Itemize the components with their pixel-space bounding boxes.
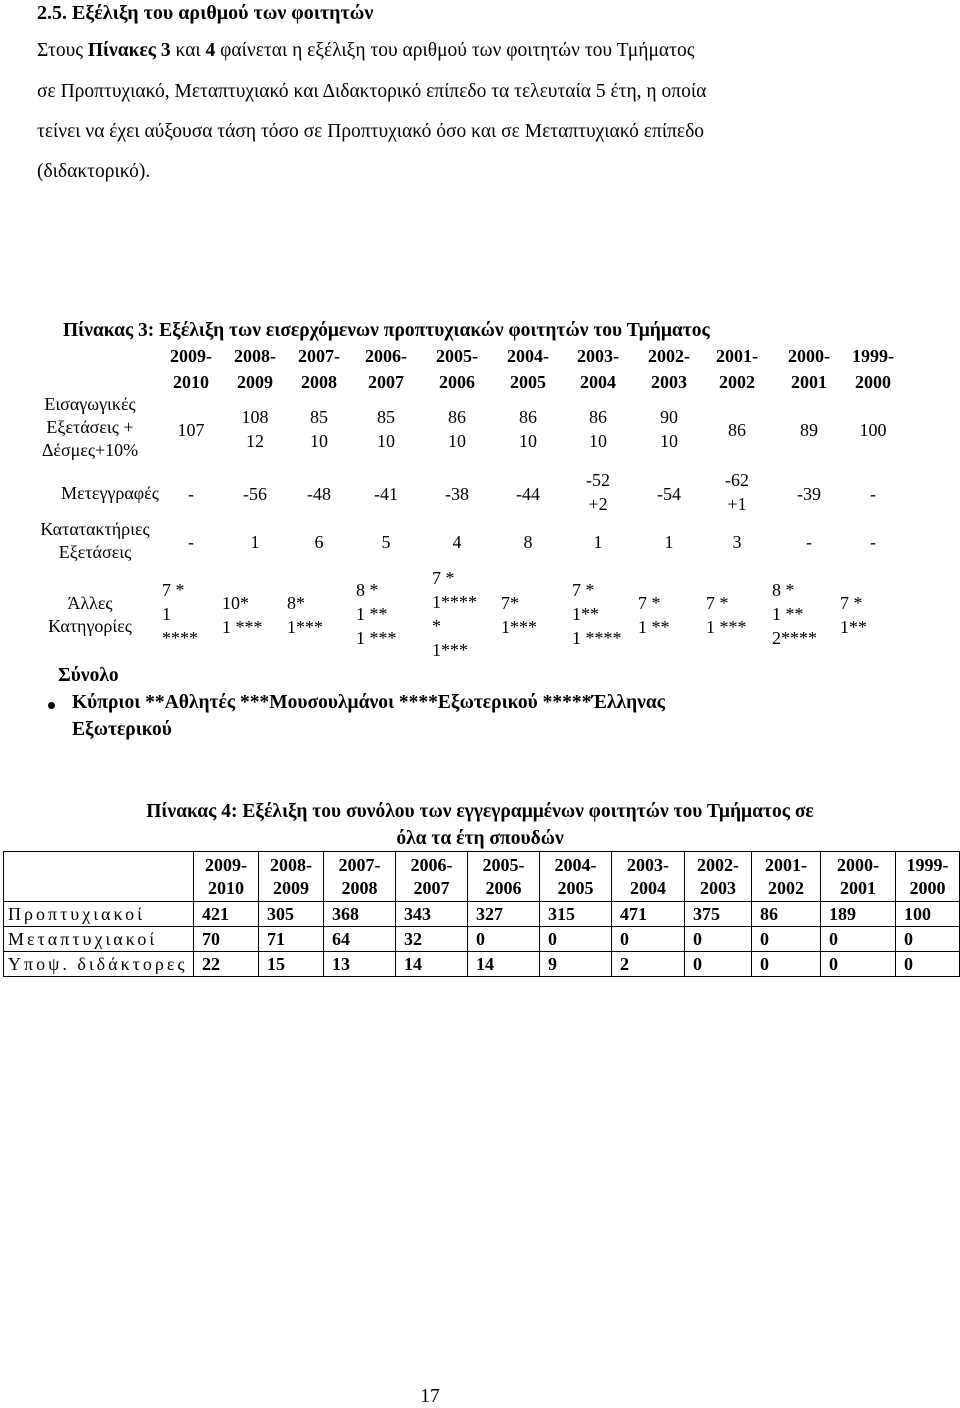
table4-title-line-2: όλα τα έτη σπουδών [396, 828, 564, 849]
table4-value-cell: 14 [396, 952, 468, 977]
row-label-total: Σύνολο [58, 665, 119, 686]
table3-transfers-cell-line: -44 [516, 484, 540, 504]
table3-other-cell [638, 591, 670, 639]
table4-value-cell: 471 [612, 902, 685, 927]
table3-footnote-line-2: Εξωτερικού [72, 719, 172, 740]
table3-year-header [840, 343, 906, 395]
table3-other-cell-line: 1** [572, 604, 599, 624]
table4-year-header-line: 2003 [700, 877, 736, 898]
table3-entrance-cell-line: 10 [589, 431, 607, 451]
table3-entrance-cell-line: 86 [519, 407, 537, 427]
table4-value-cell: 327 [468, 902, 540, 927]
table4-year-header-line: 2008- [270, 854, 312, 875]
table3-year-header [158, 343, 224, 395]
table3-other-cell-line: 1 ** [356, 604, 388, 624]
table4-value-cell: 9 [540, 952, 612, 977]
table4-row-label: Υποψ. διδάκτορες [4, 952, 194, 977]
table3-placement-cell-line: 4 [452, 532, 462, 552]
row-label-entrance-line: Δέσμες+10% [41, 440, 139, 460]
table4-value-cell: 0 [540, 927, 612, 952]
table4-value-cell: 343 [396, 902, 468, 927]
table3-other-cell-line: 8 * [772, 580, 795, 600]
table3-entrance-cell-line: 10 [519, 431, 537, 451]
table3-transfers-cell [704, 468, 770, 516]
table3-transfers-cell-line: -38 [445, 484, 469, 504]
table3-placement-cell [286, 530, 352, 554]
table3-entrance-cell [636, 405, 702, 453]
table3-placement-cell [424, 530, 490, 554]
table4-value-cell: 32 [396, 927, 468, 952]
table3-other-cell-line: 8 * [356, 580, 379, 600]
table3-year-header-line: 2001 [791, 372, 827, 392]
table3-year-header [353, 343, 419, 395]
table3-other-cell [432, 566, 477, 662]
table3-placement-cell [636, 530, 702, 554]
table3-other-cell-line: 10* [222, 593, 249, 613]
table3-year-header-line: 2004 [580, 372, 616, 392]
table4-value-cell: 0 [821, 927, 896, 952]
table4-value-cell: 15 [259, 952, 324, 977]
table3-other-cell-line: 1*** [287, 617, 323, 637]
table4-value-cell: 0 [685, 927, 752, 952]
table4-year-header [194, 852, 259, 902]
table3-year-header [495, 343, 561, 395]
table3-other-cell-line: 8* [287, 593, 305, 613]
table4-value-cell: 375 [685, 902, 752, 927]
table3-year-header-line: 2002 [719, 372, 755, 392]
table3-placement-cell [158, 530, 224, 554]
row-label-entrance [30, 393, 150, 462]
table3-year-header-line: 2004- [507, 346, 549, 366]
row-label-transfers-line: Μετεγγραφές [61, 483, 159, 503]
table3-other-cell [772, 578, 817, 650]
table3-placement-cell [222, 530, 288, 554]
table3-other-cell [706, 591, 747, 639]
table3-year-header [222, 343, 288, 395]
table4-value-cell: 0 [896, 952, 960, 977]
table3-entrance-cell [495, 405, 561, 453]
table4-year-header [324, 852, 396, 902]
table3-year-header-line: 1999- [852, 346, 894, 366]
table-row [4, 952, 960, 977]
table4-year-header-line: 2002- [697, 854, 739, 875]
table4-year-header-line: 2001- [765, 854, 807, 875]
table3-year-header [565, 343, 631, 395]
intro-line-3: τείνει να έχει αύξουσα τάση τόσο σε Προπτυχιακό όσο και σε Μεταπτυχιακό επίπεδο [37, 121, 705, 142]
table3-transfers-cell [636, 482, 702, 506]
table3-transfers-cell [776, 482, 842, 506]
table4-year-header-line: 2010 [208, 877, 244, 898]
table3-other-cell [356, 578, 397, 650]
table3-entrance-cell [776, 418, 842, 442]
table3-placement-cell [353, 530, 419, 554]
table4-value-cell: 13 [324, 952, 396, 977]
intro-line-4: (διδακτορικό). [37, 161, 151, 182]
table3-placement-cell [565, 530, 631, 554]
table3-other-cell-line: 1 *** [222, 617, 263, 637]
table3-transfers-cell-line: -39 [797, 484, 821, 504]
table3-transfers-cell-line: -41 [374, 484, 398, 504]
table4-year-header-line: 2005- [482, 854, 525, 875]
table3-year-header-line: 2005 [510, 372, 546, 392]
table3-year-header-line: 2009- [170, 346, 212, 366]
table4-value-cell: 189 [821, 902, 896, 927]
table3-other-cell-line: 7 * [162, 580, 185, 600]
table4-value-cell: 0 [896, 927, 960, 952]
table4-header-row [4, 852, 960, 902]
table3-entrance-cell [704, 418, 770, 442]
table3-entrance-cell [840, 418, 906, 442]
table3-entrance-cell [222, 405, 288, 453]
table4-year-header [821, 852, 896, 902]
table3-other-cell-line: 7 * [706, 593, 729, 613]
table3-transfers-cell-line: +1 [727, 494, 747, 514]
table3-other-cell-line: 1 *** [706, 617, 747, 637]
table3-year-header [776, 343, 842, 395]
table4-year-header-line: 2005 [557, 877, 594, 898]
table3-year-header-line: 2006 [439, 372, 475, 392]
table3-year-header-line: 2007 [368, 372, 404, 392]
row-label-other-line: Άλλες [67, 593, 113, 613]
table3-transfers-cell [424, 482, 490, 506]
table3-placement-cell-line: 1 [250, 532, 260, 552]
table4-row-label: Προπτυχιακοί [4, 902, 194, 927]
table3-placement-cell-line: 5 [381, 532, 391, 552]
table3-entrance-cell [424, 405, 490, 453]
table3-year-header-line: 2000- [788, 346, 830, 366]
table3-placement-cell [840, 530, 906, 554]
table4-value-cell: 0 [821, 952, 896, 977]
table4-year-header-line: 2004 [630, 877, 666, 898]
table3-year-header-line: 2008 [301, 372, 337, 392]
table4-year-header [685, 852, 752, 902]
table4-year-header [468, 852, 540, 902]
table3-title: Πίνακας 3: Εξέλιξη των εισερχόμενων προπτυχιακών φοιτητών του Τμήματος [63, 320, 710, 341]
table3-other-cell-line: 1 ** [638, 617, 670, 637]
table4-value-cell: 100 [896, 902, 960, 927]
table3-placement-cell-line: - [188, 532, 194, 552]
table3-year-header [286, 343, 352, 395]
table3-entrance-cell [158, 418, 224, 442]
table3-year-header-line: 2009 [237, 372, 273, 392]
table3-other-cell-line: 7 * [572, 580, 595, 600]
row-label-placement-line: Κατατακτήριες [40, 519, 150, 539]
table3-entrance-cell [353, 405, 419, 453]
table3-entrance-cell-line: 86 [589, 407, 607, 427]
table3-other-cell-line: 1 **** [572, 628, 622, 648]
table3-other-cell [840, 591, 867, 639]
table3-other-cell [222, 591, 263, 639]
table4-value-cell: 368 [324, 902, 396, 927]
table3-transfers-cell [286, 482, 352, 506]
table3-entrance-cell-line: 85 [310, 407, 328, 427]
table3-transfers-cell [158, 482, 224, 506]
table4-year-header-line: 2007 [413, 877, 450, 898]
table4-value-cell: 421 [194, 902, 259, 927]
row-label-entrance-line: Εισαγωγικές [44, 394, 136, 414]
row-label-placement [30, 518, 160, 564]
table4-year-header [259, 852, 324, 902]
table3-year-header-line: 2003- [577, 346, 619, 366]
table3-entrance-cell-line: 107 [177, 420, 205, 440]
table3-year-header-line: 2000 [855, 372, 891, 392]
table3-entrance-cell-line: 10 [660, 431, 678, 451]
table4-value-cell: 305 [259, 902, 324, 927]
table3-entrance-cell-line: 90 [660, 407, 678, 427]
table4-value-cell: 70 [194, 927, 259, 952]
table3-other-cell-line: * [432, 616, 441, 636]
table4-value-cell: 0 [612, 927, 685, 952]
table4-value-cell: 71 [259, 927, 324, 952]
table3-transfers-cell-line: -56 [243, 484, 267, 504]
table3-transfers-cell-line: -54 [657, 484, 681, 504]
page-number: 17 [420, 1386, 440, 1407]
table3-other-cell-line: 1*** [432, 640, 468, 660]
table3-year-header-line: 2007- [298, 346, 340, 366]
table3-placement-cell-line: 8 [523, 532, 533, 552]
table3-other-cell-line: 7 * [638, 593, 661, 613]
table3-transfers-cell-line: +2 [588, 494, 608, 514]
table4-value-cell: 315 [540, 902, 612, 927]
table3-year-header [636, 343, 702, 395]
table3-other-cell-line: 2**** [772, 628, 817, 648]
table3-transfers-cell [565, 468, 631, 516]
table3-other-cell-line: 1** [840, 617, 867, 637]
table4-year-header-line: 2006- [410, 854, 453, 875]
table3-entrance-cell-line: 10 [310, 431, 328, 451]
table3-transfers-cell-line: -62 [725, 470, 749, 490]
table3-placement-cell-line: - [870, 532, 876, 552]
table3-year-header-line: 2001- [716, 346, 758, 366]
table3-placement-cell [495, 530, 561, 554]
table3-entrance-cell-line: 12 [246, 431, 264, 451]
table3-other-cell-line: 7* [501, 593, 519, 613]
table3-entrance-cell-line: 89 [800, 420, 818, 440]
table3-transfers-cell-line: - [870, 484, 876, 504]
row-label-other [30, 592, 150, 638]
table4-value-cell: 0 [468, 927, 540, 952]
table4-year-header-line: 2002 [768, 877, 804, 898]
table4-year-header-line: 2004- [554, 854, 597, 875]
table4 [3, 851, 960, 977]
table3-other-cell-line: 1 ** [772, 604, 804, 624]
table3-year-header [704, 343, 770, 395]
table3-entrance-cell [565, 405, 631, 453]
table3-year-header-line: 2010 [173, 372, 209, 392]
table4-row-label: Μεταπτυχιακοί [4, 927, 194, 952]
table3-entrance-cell [286, 405, 352, 453]
table4-value-cell: 22 [194, 952, 259, 977]
table4-value-cell: 0 [685, 952, 752, 977]
table3-entrance-cell-line: 100 [859, 420, 887, 440]
table4-value-cell: 2 [612, 952, 685, 977]
table3-other-cell [162, 578, 198, 650]
table4-value-cell: 0 [752, 927, 821, 952]
table3-transfers-cell-line: -48 [307, 484, 331, 504]
table3-other-cell [287, 591, 323, 639]
table3-transfers-cell [222, 482, 288, 506]
row-label-placement-line: Εξετάσεις [58, 542, 132, 562]
table3-year-header [424, 343, 490, 395]
table4-year-header-line: 2006 [485, 877, 522, 898]
table3-year-header-line: 2006- [365, 346, 407, 366]
table3-placement-cell-line: 1 [593, 532, 603, 552]
table4-year-header [612, 852, 685, 902]
table3-other-cell-line: 1 *** [356, 628, 397, 648]
table3-entrance-cell-line: 86 [728, 420, 746, 440]
table3-placement-cell-line: 1 [664, 532, 674, 552]
bullet-icon [48, 702, 55, 709]
table3-year-header-line: 2003 [651, 372, 687, 392]
table4-corner-cell [4, 852, 194, 902]
table4-year-header [896, 852, 960, 902]
table4-year-header-line: 2009 [273, 877, 309, 898]
table-row [4, 902, 960, 927]
table3-transfers-cell [353, 482, 419, 506]
table4-year-header [540, 852, 612, 902]
table4-year-header-line: 2003- [627, 854, 669, 875]
table3-other-cell-line: **** [162, 628, 198, 648]
table4-title-line-1: Πίνακας 4: Εξέλιξη του συνόλου των εγγεγραμμένων φοιτητών του Τμήματος σε [146, 801, 814, 822]
table3-other-cell-line: 7 * [840, 593, 863, 613]
row-label-other-line: Κατηγορίες [48, 616, 132, 636]
table3-footnote-line-1: Κύπριοι **Αθλητές ***Μουσουλμάνοι ****Εξωτερικού *****Έλληνας [72, 692, 666, 713]
table3-other-cell [572, 578, 622, 650]
table4-value-cell: 64 [324, 927, 396, 952]
table3-other-cell-line: 7 * [432, 568, 455, 588]
table3-other-cell-line: 1*** [501, 617, 537, 637]
intro-line-1: Στους Πίνακες 3 και 4 φαίνεται η εξέλιξη του αριθμού των φοιτητών του Τμήματος [37, 40, 695, 61]
table3-placement-cell-line: - [806, 532, 812, 552]
table4-year-header-line: 2008 [341, 877, 378, 898]
table4-year-header-line: 2000- [837, 854, 879, 875]
table4-year-header [396, 852, 468, 902]
table3-transfers-cell-line: -52 [586, 470, 610, 490]
table3-other-cell-line: 1 [162, 604, 171, 624]
table3-placement-cell-line: 3 [732, 532, 742, 552]
table3-year-header-line: 2005- [436, 346, 478, 366]
table4-value-cell: 86 [752, 902, 821, 927]
table3-placement-cell [704, 530, 770, 554]
table3-placement-cell [776, 530, 842, 554]
table3-transfers-cell [840, 482, 906, 506]
table3-other-cell [501, 591, 537, 639]
table3-year-header-line: 2002- [648, 346, 690, 366]
table3-transfers-cell-line: - [188, 484, 194, 504]
table4-year-header-line: 2001 [840, 877, 876, 898]
table-row [4, 927, 960, 952]
intro-line-2: σε Προπτυχιακό, Μεταπτυχιακό και Διδακτορικό επίπεδο τα τελευταία 5 έτη, η οποία [37, 81, 707, 102]
table3-year-header-line: 2008- [234, 346, 276, 366]
table3-entrance-cell-line: 85 [377, 407, 395, 427]
row-label-entrance-line: Εξετάσεις + [46, 417, 134, 437]
table4-year-header [752, 852, 821, 902]
section-heading: 2.5. Εξέλιξη του αριθμού των φοιτητών [37, 2, 374, 24]
table4-year-header-line: 1999- [906, 854, 949, 875]
table3-other-cell-line: 1**** [432, 592, 477, 612]
table3-entrance-cell-line: 86 [448, 407, 466, 427]
table3-placement-cell-line: 6 [314, 532, 324, 552]
table4-year-header-line: 2007- [338, 854, 381, 875]
table4-year-header-line: 2000 [909, 877, 946, 898]
table3-entrance-cell-line: 10 [377, 431, 395, 451]
table3-transfers-cell [495, 482, 561, 506]
table3-entrance-cell-line: 108 [241, 407, 269, 427]
table3-entrance-cell-line: 10 [448, 431, 466, 451]
table4-value-cell: 0 [752, 952, 821, 977]
table4-value-cell: 14 [468, 952, 540, 977]
table4-year-header-line: 2009- [205, 854, 247, 875]
